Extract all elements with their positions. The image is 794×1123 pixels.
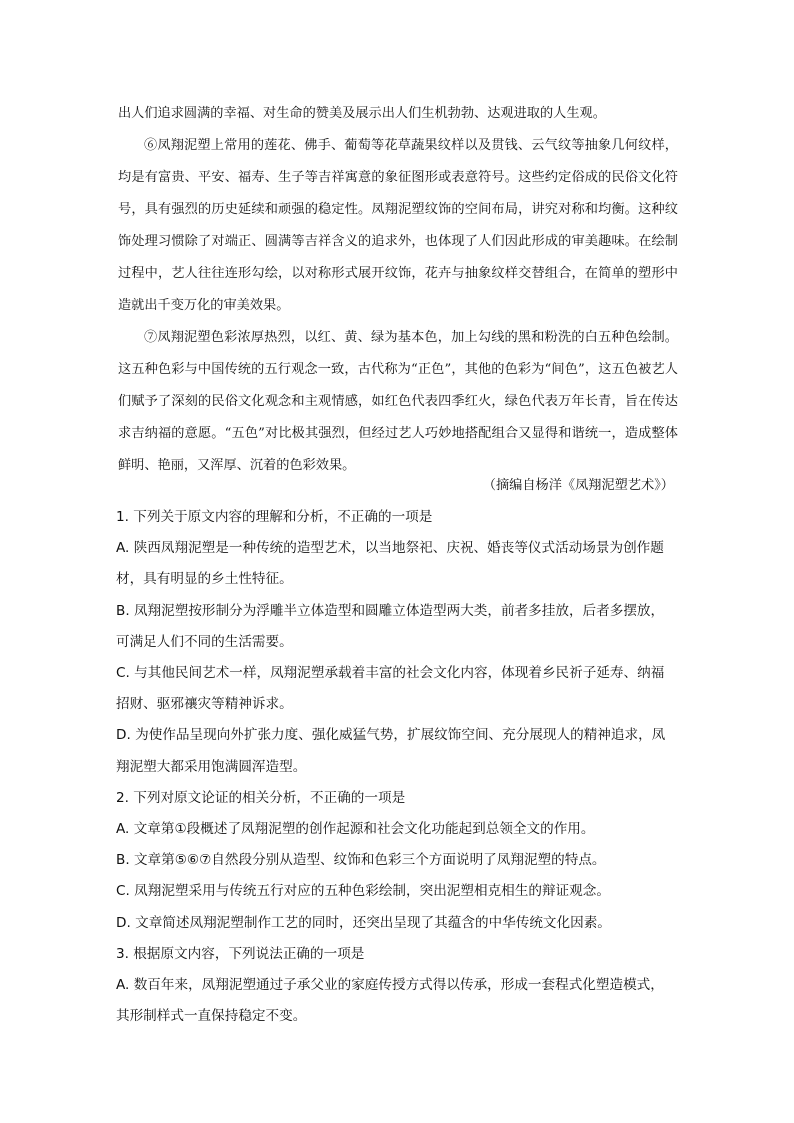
question-1-stem: 1. 下列关于原文内容的理解和分析，不正确的一项是 bbox=[116, 509, 433, 525]
q2-option-c: C. 凤翔泥塑采用与传统五行对应的五种色彩绘制，突出泥塑相克相生的辩证观念。 bbox=[116, 883, 610, 900]
q3-option-a: A. 数百年来，凤翔泥塑通过子承父业的家庭传授方式得以传承，形成一套程式化塑造模式， bbox=[116, 977, 664, 994]
q1-option-b: B. 凤翔泥塑按形制分为浮雕半立体造型和圆雕立体造型两大类，前者多挂放，后者多摆放， bbox=[116, 602, 665, 619]
source-citation: （摘编自杨洋《凤翔泥塑艺术》） bbox=[482, 478, 674, 493]
q1-option-c-cont: 招财、驱邪禳灾等精神诉求。 bbox=[116, 696, 293, 713]
q1-option-d-cont: 翔泥塑大都采用饱满圆浑造型。 bbox=[116, 758, 307, 775]
q1-option-d: D. 为使作品呈现向外扩张力度、强化威猛气势，扩展纹饰空间、充分展现人的精神追求，凤 bbox=[116, 727, 666, 744]
q2-option-a: A. 文章第①段概述了凤翔泥塑的创作起源和社会文化功能起到总领全文的作用。 bbox=[116, 821, 595, 838]
question-2-stem: 2. 下列对原文论证的相关分析，不正确的一项是 bbox=[116, 789, 406, 806]
q1-option-c: C. 与其他民间艺术一样，凤翔泥塑承载着丰富的社会文化内容，体现着乡民祈子延寿、纳福 bbox=[116, 665, 665, 682]
paragraph-7: ⑦凤翔泥塑色彩浓厚热烈，以红、黄、绿为基本色，加上勾线的黑和粉洗的白五种色绘制。这五种色彩与中国传统的五行观念一致，古代称为“正色”，其他的色彩为“间色”，这五色被艺人们赋予了深刻的民俗文化观念和主观情感，如红色代表四季红火，绿色代表万年长青，旨在传达求吉纳福的意愿。“五色”对比极其强烈，但经过艺人巧妙地搭配组合又显得和谐统一，造成整体鲜明、艳丽，又浑厚、沉着的色彩效果。 bbox=[118, 330, 678, 473]
passage-continuation: 出人们追求圆满的幸福、对生命的赞美及展示出人们生机勃勃、达观进取的人生观。 bbox=[118, 106, 606, 121]
q1-option-b-cont: 可满足人们不同的生活需要。 bbox=[116, 633, 293, 650]
q2-option-d: D. 文章简述凤翔泥塑制作工艺的同时，还突出呈现了其蕴含的中华传统文化因素。 bbox=[116, 914, 611, 931]
question-3-stem: 3. 根据原文内容，下列说法正确的一项是 bbox=[116, 945, 365, 962]
q3-option-a-cont: 其形制样式一直保持稳定不变。 bbox=[116, 1008, 307, 1025]
question-section bbox=[116, 502, 680, 1032]
paragraph-6: ⑥凤翔泥塑上常用的莲花、佛手、葡萄等花草蔬果纹样以及贯钱、云气纹等抽象几何纹样，均是有富贵、平安、福寿、生子等吉祥寓意的象征图形或表意符号。这些约定俗成的民俗文化符号，具有强烈的历史延续和顽强的稳定性。凤翔泥塑纹饰的空间布局，讲究对称和均衡。这种纹饰处理习惯除了对端正、圆满等吉祥含义的追求外，也体现了人们因此形成的审美趣味。在绘制过程中，艺人往往连形勾绘，以对称形式展开纹饰，花卉与抽象纹样交替组合，在简单的塑形中造就出千变万化的审美效果。 bbox=[118, 138, 678, 313]
q2-option-b: B. 文章第⑤⑥⑦自然段分别从造型、纹饰和色彩三个方面说明了凤翔泥塑的特点。 bbox=[116, 852, 606, 869]
q1-option-a-cont: 材，具有明显的乡土性特征。 bbox=[116, 571, 293, 588]
q1-option-a: A. 陕西凤翔泥塑是一种传统的造型艺术，以当地祭祀、庆祝、婚丧等仪式活动场景为创作题 bbox=[116, 540, 664, 557]
reading-passage bbox=[118, 98, 678, 482]
